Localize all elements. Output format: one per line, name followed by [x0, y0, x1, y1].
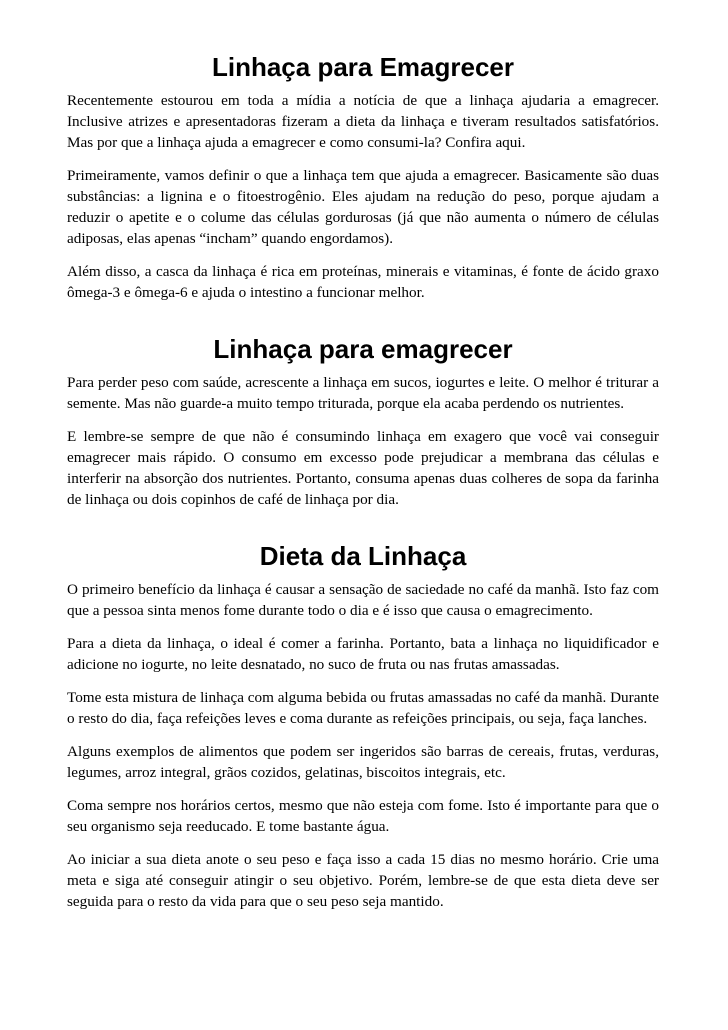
section-title: Dieta da Linhaça — [259, 541, 467, 571]
paragraph: Tome esta mistura de linhaça com alguma bebida ou frutas amassadas no café da manhã. Durante o resto do dia, faça refeições leves e coma durante as refeições principais, ou seja, faça lanches. — [67, 689, 659, 727]
document-page — [67, 52, 659, 924]
paragraph: Primeiramente, vamos definir o que a linhaça tem que ajuda a emagrecer. Basicamente são duas substâncias: a lignina e o fitoestrogênio. Eles ajudam na redução do peso, porque ajudam a reduzir o apetite e o colume das células gordurosas (já que não aumenta o número de células adiposas, elas apenas “incham” quando engordamos). — [67, 167, 659, 247]
paragraph: Além disso, a casca da linhaça é rica em proteínas, minerais e vitaminas, é fonte de ácido graxo ômega-3 e ômega-6 e ajuda o intestino a funcionar melhor. — [67, 263, 659, 301]
section-dieta-da-linhaca — [67, 541, 659, 912]
section-linhaca-para-emagrecer-2 — [67, 334, 659, 510]
paragraph: Recentemente estourou em toda a mídia a notícia de que a linhaça ajudaria a emagrecer. Inclusive atrizes e apresentadoras fizeram a dieta da linhaça e tiveram resultados satisfatórios. Mas por que a linhaça ajuda a emagrecer e como consumi-la? Confira aqui. — [67, 92, 659, 151]
paragraph: Alguns exemplos de alimentos que podem ser ingeridos são barras de cereais, frutas, verduras, legumes, arroz integral, grãos cozidos, gelatinas, biscoitos integrais, etc. — [67, 743, 659, 781]
paragraph: Ao iniciar a sua dieta anote o seu peso e faça isso a cada 15 dias no mesmo horário. Crie uma meta e siga até conseguir atingir o seu objetivo. Porém, lembre-se de que esta dieta deve ser seguida para o resto da vida para que o seu peso seja mantido. — [67, 851, 659, 910]
paragraph: E lembre-se sempre de que não é consumindo linhaça em exagero que você vai conseguir emagrecer mais rápido. O consumo em excesso pode prejudicar a membrana das células e interferir na absorção dos nutrientes. Portanto, consuma apenas duas colheres de sopa da farinha de linhaça ou dois copinhos de café de linhaça por dia. — [67, 428, 659, 508]
paragraph: Coma sempre nos horários certos, mesmo que não esteja com fome. Isto é importante para que o seu organismo seja reeducado. E tome bastante água. — [67, 797, 659, 835]
paragraph: Para a dieta da linhaça, o ideal é comer a farinha. Portanto, bata a linhaça no liquidificador e adicione no iogurte, no leite desnatado, no suco de fruta ou nas frutas amassadas. — [67, 635, 659, 673]
paragraph: Para perder peso com saúde, acrescente a linhaça em sucos, iogurtes e leite. O melhor é triturar a semente. Mas não guarde-a muito tempo triturada, porque ela acaba perdendo os nutrientes. — [67, 374, 659, 412]
section-title: Linhaça para Emagrecer — [211, 52, 515, 82]
section-title: Linhaça para emagrecer — [213, 334, 513, 364]
paragraph: O primeiro benefício da linhaça é causar a sensação de saciedade no café da manhã. Isto faz com que a pessoa sinta menos fome durante todo o dia e é isso que causa o emagrecimento. — [67, 581, 659, 619]
section-linhaca-para-emagrecer — [67, 52, 659, 303]
